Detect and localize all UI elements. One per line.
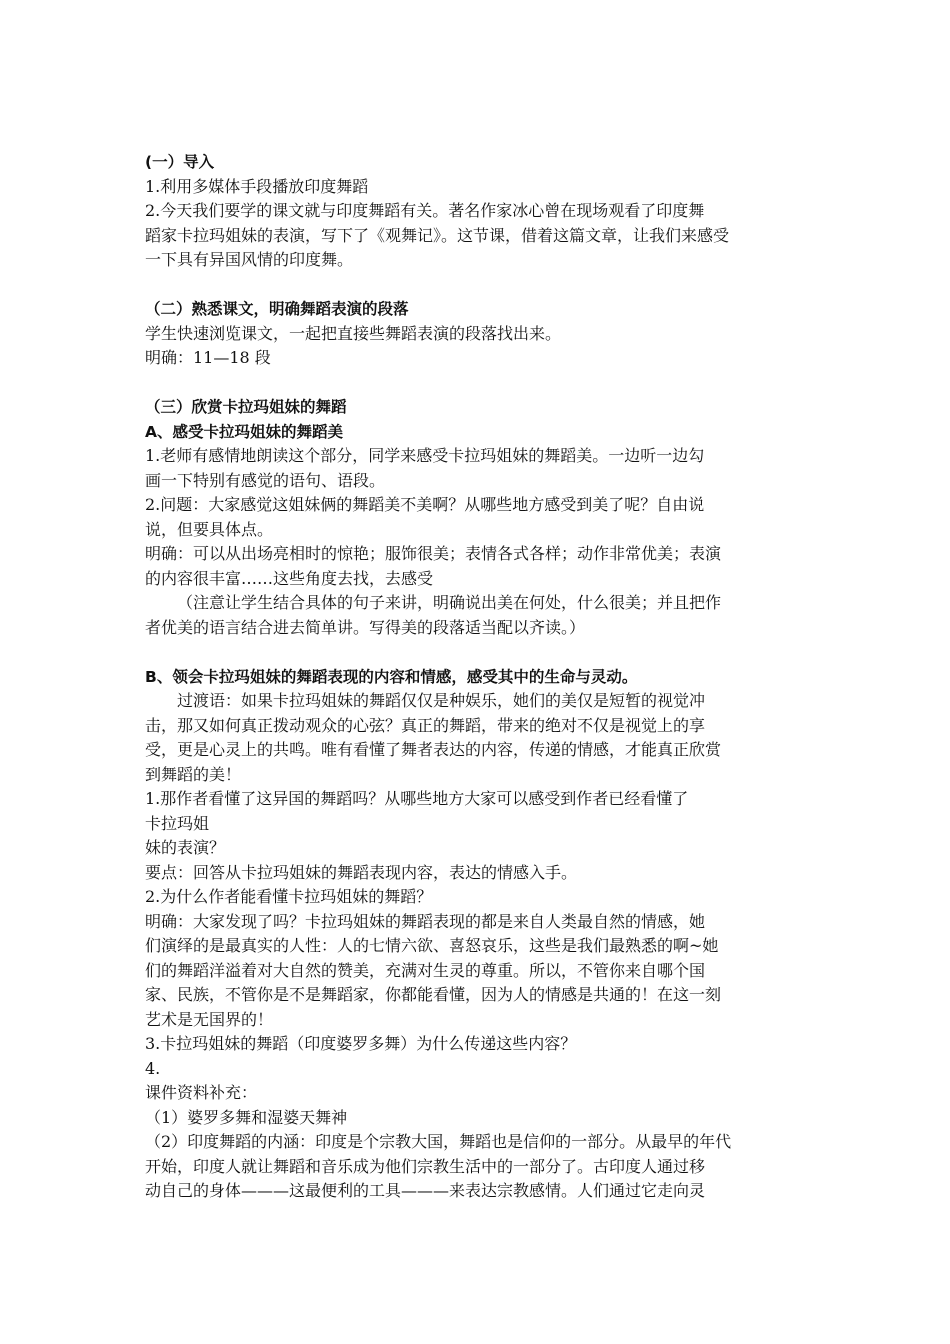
paragraph-line: 艺术是无国界的！ [145,1009,274,1029]
paragraph-line: 明确：可以从出场亮相时的惊艳；服饰很美；表情各式各样；动作非常优美；表演 [145,544,722,563]
subsection-heading-b: B、领会卡拉玛姐妹的舞蹈表现的内容和情感，感受其中的生命与灵动。 [145,667,638,686]
paragraph-line: 家、民族，不管你是不是舞蹈家，你都能看懂，因为人的情感是共通的！在这一刻 [145,985,722,1004]
blank-line [145,273,810,298]
paragraph-line: 课件资料补充： [145,1083,258,1102]
paragraph-line: 动自己的身体———这最便利的工具———来表达宗教感情。人们通过它走向灵 [145,1181,706,1200]
transition-line: 过渡语：如果卡拉玛姐妹的舞蹈仅仅是种娱乐，她们的美仅是短暂的视觉冲 [177,691,706,710]
paragraph-line: 说，但要具体点。 [145,519,274,539]
subsection-heading-a: A、感受卡拉玛姐妹的舞蹈美 [145,422,343,441]
paragraph-line: 们演绎的是最真实的人性：人的七情六欲、喜怒哀乐，这些是我们最熟悉的啊~她 [145,936,719,955]
paragraph-line: 学生快速浏览课文，一起把直接些舞蹈表演的段落找出来。 [145,323,562,343]
paragraph-line: 开始，印度人就让舞蹈和音乐成为他们宗教生活中的一部分了。古印度人通过移 [145,1156,706,1176]
blank-line [145,371,810,396]
paragraph-line: 1.那作者看懂了这异国的舞蹈吗？从哪些地方大家可以感受到作者已经看懂了 [145,789,689,808]
paragraph-line: 2.问题：大家感觉这姐妹俩的舞蹈美不美啊？从哪些地方感受到美了呢？自由说 [145,495,705,514]
transition-line: 到舞蹈的美！ [145,764,242,784]
document-page [145,150,810,1204]
paragraph-line: 卡拉玛姐 [145,813,210,833]
section-heading-intro: (一）导入 [145,153,215,171]
transition-line: 受，更是心灵上的共鸣。唯有看懂了舞者表达的内容，传递的情感，才能真正欣赏 [145,740,722,759]
note-line: （注意让学生结合具体的句子来讲，明确说出美在何处，什么很美；并且把作 [177,593,722,612]
paragraph-line: 1.利用多媒体手段播放印度舞蹈 [145,176,369,196]
blank-line [145,640,810,665]
paragraph-line: 妹的表演？ [145,838,226,857]
transition-line: 击，那又如何真正拨动观众的心弦？真正的舞蹈，带来的绝对不仅是视觉上的享 [145,715,706,735]
section-heading-appreciate: （三）欣赏卡拉玛姐妹的舞蹈 [145,398,347,416]
paragraph-line: 画一下特别有感觉的语句、语段。 [145,470,386,490]
paragraph-line: （1）婆罗多舞和湿婆天舞神 [145,1107,348,1127]
paragraph-line: 蹈家卡拉玛姐妹的表演，写下了《观舞记》。这节课，借着这篇文章，让我们来感受 [145,225,730,245]
paragraph-line: 4. [145,1058,161,1078]
paragraph-line: 2.今天我们要学的课文就与印度舞蹈有关。著名作家冰心曾在现场观看了印度舞 [145,201,705,220]
paragraph-line: 3.卡拉玛姐妹的舞蹈（印度婆罗多舞）为什么传递这些内容？ [145,1034,577,1053]
note-line: 者优美的语言结合进去简单讲。写得美的段落适当配以齐读。） [145,617,586,637]
paragraph-line: 的内容很丰富……这些角度去找，去感受 [145,568,434,588]
paragraph-line: 一下具有异国风情的印度舞。 [145,250,354,269]
paragraph-line: 2.为什么作者能看懂卡拉玛姐妹的舞蹈？ [145,887,433,906]
paragraph-line: 们的舞蹈洋溢着对大自然的赞美，充满对生灵的尊重。所以，不管你来自哪个国 [145,960,706,980]
paragraph-line: （2）印度舞蹈的内涵：印度是个宗教大国，舞蹈也是信仰的一部分。从最早的年代 [145,1132,732,1151]
section-heading-familiarize: （二）熟悉课文，明确舞蹈表演的段落 [145,300,409,318]
paragraph-line: 明确：11—18 段 [145,348,271,367]
paragraph-line: 要点：回答从卡拉玛姐妹的舞蹈表现内容，表达的情感入手。 [145,862,578,882]
paragraph-line: 1.老师有感情地朗读这个部分，同学来感受卡拉玛姐妹的舞蹈美。一边听一边勾 [145,446,705,465]
paragraph-line: 明确：大家发现了吗？卡拉玛姐妹的舞蹈表现的都是来自人类最自然的情感，她 [145,911,706,931]
